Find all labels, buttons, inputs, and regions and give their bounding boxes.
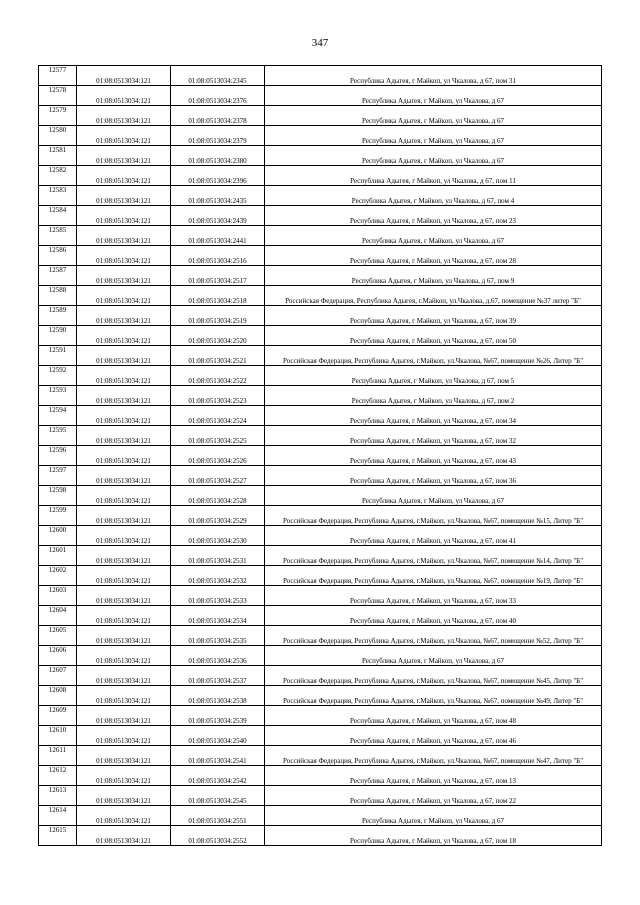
table-row [39, 506, 602, 526]
cadastral-number-cell: 01:08:0513034:121 [77, 366, 171, 386]
row-number-cell: 12580 [39, 126, 77, 146]
table-row [39, 746, 602, 766]
address-text: Республика Адыгея, г Майкоп, ул Чкалова, д 67, пом 36 [350, 477, 516, 485]
cadastral-number-cell: 01:08:0513034:121 [77, 526, 171, 546]
address-text: Республика Адыгея, г Майкоп, ул Чкалова, д 67 [361, 157, 505, 165]
cadastral-number-cell: 01:08:0513034:121 [77, 126, 171, 146]
address-text: Республика Адыгея, г Майкоп, ул Чкалова, д 67, пом 31 [350, 77, 516, 85]
row-number-cell: 12597 [39, 466, 77, 486]
cadastral-number-cell: 01:08:0513034:121 [77, 226, 171, 246]
object-cadastral-number-cell: 01:08:0513034:2517 [171, 266, 265, 286]
object-cadastral-number-cell: 01:08:0513034:2526 [171, 446, 265, 466]
table-row [39, 586, 602, 606]
object-cadastral-number-cell: 01:08:0513034:2530 [171, 526, 265, 546]
object-cadastral-number-cell: 01:08:0513034:2378 [171, 106, 265, 126]
address-text: Республика Адыгея, г Майкоп, ул Чкалова, д 67 [361, 237, 505, 245]
object-cadastral-number-cell: 01:08:0513034:2527 [171, 466, 265, 486]
row-number-cell: 12596 [39, 446, 77, 466]
address-cell [265, 786, 602, 806]
address-cell [265, 726, 602, 746]
table-row [39, 326, 602, 346]
row-number-cell: 12604 [39, 606, 77, 626]
table-row [39, 686, 602, 706]
address-cell [265, 86, 602, 106]
row-number-cell: 12603 [39, 586, 77, 606]
row-number-cell: 12608 [39, 686, 77, 706]
cadastral-number-cell: 01:08:0513034:121 [77, 546, 171, 566]
cadastral-number-cell: 01:08:0513034:121 [77, 306, 171, 326]
cadastral-number-cell: 01:08:0513034:121 [77, 726, 171, 746]
row-number-cell: 12595 [39, 426, 77, 446]
address-cell [265, 626, 602, 646]
cadastral-number-cell: 01:08:0513034:121 [77, 766, 171, 786]
cadastral-number-cell: 01:08:0513034:121 [77, 586, 171, 606]
row-number-cell: 12587 [39, 266, 77, 286]
table-row [39, 566, 602, 586]
object-cadastral-number-cell: 01:08:0513034:2542 [171, 766, 265, 786]
cadastral-number-cell: 01:08:0513034:121 [77, 186, 171, 206]
object-cadastral-number-cell: 01:08:0513034:2533 [171, 586, 265, 606]
address-cell [265, 106, 602, 126]
cadastral-number-cell: 01:08:0513034:121 [77, 466, 171, 486]
table-row [39, 366, 602, 386]
cadastral-number-cell: 01:08:0513034:121 [77, 786, 171, 806]
table-row [39, 86, 602, 106]
page-number: 347 [311, 37, 329, 49]
table-row [39, 606, 602, 626]
address-text: Республика Адыгея, г Майкоп, ул Чкалова, д 67, пом 22 [350, 797, 516, 805]
address-cell [265, 546, 602, 566]
row-number-cell: 12586 [39, 246, 77, 266]
row-number-cell: 12592 [39, 366, 77, 386]
object-cadastral-number-cell: 01:08:0513034:2552 [171, 826, 265, 846]
address-cell [265, 306, 602, 326]
object-cadastral-number-cell: 01:08:0513034:2520 [171, 326, 265, 346]
row-number-cell: 12606 [39, 646, 77, 666]
address-text: Республика Адыгея, г Майкоп, ул Чкалова, д 67 [361, 117, 505, 125]
address-cell [265, 246, 602, 266]
address-text: Российская Федерация, Республика Адыгея, г.Майкоп, ул.Чкалова, №67, помещение №26, Литер "Б" [282, 357, 584, 365]
cadastral-number-cell: 01:08:0513034:121 [77, 646, 171, 666]
table-row [39, 246, 602, 266]
address-text: Российская Федерация, Республика Адыгея, г.Майкоп, ул.Чкалова, №67, помещение №19, Литер "Б" [282, 577, 584, 585]
cadastral-number-cell: 01:08:0513034:121 [77, 206, 171, 226]
address-cell [265, 526, 602, 546]
row-number-cell: 12590 [39, 326, 77, 346]
object-cadastral-number-cell: 01:08:0513034:2441 [171, 226, 265, 246]
object-cadastral-number-cell: 01:08:0513034:2376 [171, 86, 265, 106]
address-cell [265, 266, 602, 286]
cadastral-number-cell: 01:08:0513034:121 [77, 686, 171, 706]
address-text: Российская Федерация, Республика Адыгея, г.Майкоп, ул.Чкалова, №67, помещение №49, Литер "Б" [282, 697, 584, 705]
address-text: Республика Адыгея, г Майкоп, ул Чкалова, д 67 [361, 137, 505, 145]
cadastral-number-cell: 01:08:0513034:121 [77, 826, 171, 846]
address-text: Российская Федерация, Республика Адыгея, г.Майкоп, ул.Чкалова, №67, помещение №45, Литер "Б" [282, 677, 584, 685]
cadastral-number-cell: 01:08:0513034:121 [77, 706, 171, 726]
table-row [39, 66, 602, 86]
cadastral-number-cell: 01:08:0513034:121 [77, 286, 171, 306]
address-cell [265, 226, 602, 246]
cadastral-number-cell: 01:08:0513034:121 [77, 406, 171, 426]
cadastral-number-cell: 01:08:0513034:121 [77, 666, 171, 686]
object-cadastral-number-cell: 01:08:0513034:2534 [171, 606, 265, 626]
object-cadastral-number-cell: 01:08:0513034:2551 [171, 806, 265, 826]
table-row [39, 786, 602, 806]
address-text: Республика Адыгея, г Майкоп, ул Чкалова, д 67, пом 41 [350, 537, 516, 545]
table-row [39, 406, 602, 426]
cadastral-number-cell: 01:08:0513034:121 [77, 66, 171, 86]
table-row [39, 346, 602, 366]
row-number-cell: 12582 [39, 166, 77, 186]
address-text: Республика Адыгея, г Майкоп, ул Чкалова, д 67, пом 39 [350, 317, 516, 325]
row-number-cell: 12581 [39, 146, 77, 166]
address-text: Республика Адыгея, г Майкоп, ул Чкалова, д 67, пом 18 [350, 837, 516, 845]
address-text: Республика Адыгея, г Майкоп, ул Чкалова, д 67, пом 40 [350, 617, 516, 625]
address-cell [265, 146, 602, 166]
row-number-cell: 12599 [39, 506, 77, 526]
cadastral-number-cell: 01:08:0513034:121 [77, 166, 171, 186]
address-text: Республика Адыгея, г Майкоп, ул Чкалова, д 67, пом 11 [350, 177, 516, 185]
address-cell [265, 426, 602, 446]
cadastral-number-cell: 01:08:0513034:121 [77, 566, 171, 586]
table-row [39, 126, 602, 146]
table-row [39, 666, 602, 686]
table-row [39, 386, 602, 406]
table-row [39, 826, 602, 846]
address-text: Республика Адыгея, г Майкоп, ул Чкалова, д 67 [361, 97, 505, 105]
cadastral-number-cell: 01:08:0513034:121 [77, 486, 171, 506]
address-text: Республика Адыгея, г Майкоп, ул Чкалова, д 67, пом 23 [350, 217, 516, 225]
address-cell [265, 446, 602, 466]
table-row [39, 706, 602, 726]
cadastral-number-cell: 01:08:0513034:121 [77, 506, 171, 526]
object-cadastral-number-cell: 01:08:0513034:2524 [171, 406, 265, 426]
row-number-cell: 12602 [39, 566, 77, 586]
table-row [39, 546, 602, 566]
object-cadastral-number-cell: 01:08:0513034:2538 [171, 686, 265, 706]
address-cell [265, 386, 602, 406]
address-text: Российская Федерация, Республика Адыгея, г.Майкоп, ул.Чкалова, №67, помещение №52, Литер "Б" [282, 637, 584, 645]
cadastral-number-cell: 01:08:0513034:121 [77, 86, 171, 106]
row-number-cell: 12594 [39, 406, 77, 426]
address-cell [265, 286, 602, 306]
address-cell [265, 686, 602, 706]
object-cadastral-number-cell: 01:08:0513034:2396 [171, 166, 265, 186]
object-cadastral-number-cell: 01:08:0513034:2345 [171, 66, 265, 86]
row-number-cell: 12578 [39, 86, 77, 106]
address-text: Российская Федерация, Республика Адыгея, г.Майкоп, ул.Чкалова, №67, помещение №15, Литер "Б" [282, 517, 584, 525]
object-cadastral-number-cell: 01:08:0513034:2523 [171, 386, 265, 406]
object-cadastral-number-cell: 01:08:0513034:2525 [171, 426, 265, 446]
address-text: Республика Адыгея, г Майкоп, ул Чкалова, д 67, пом 32 [350, 437, 516, 445]
row-number-cell: 12610 [39, 726, 77, 746]
address-text: Российская Федерация, Республика Адыгея, г.Майкоп, ул.Чкалова, №67, помещение №14, Литер "Б" [282, 557, 584, 565]
table-row [39, 806, 602, 826]
row-number-cell: 12589 [39, 306, 77, 326]
object-cadastral-number-cell: 01:08:0513034:2535 [171, 626, 265, 646]
row-number-cell: 12584 [39, 206, 77, 226]
cadastral-number-cell: 01:08:0513034:121 [77, 266, 171, 286]
object-cadastral-number-cell: 01:08:0513034:2439 [171, 206, 265, 226]
address-cell [265, 506, 602, 526]
row-number-cell: 12583 [39, 186, 77, 206]
address-cell [265, 746, 602, 766]
table-row [39, 486, 602, 506]
object-cadastral-number-cell: 01:08:0513034:2532 [171, 566, 265, 586]
object-cadastral-number-cell: 01:08:0513034:2541 [171, 746, 265, 766]
address-cell [265, 826, 602, 846]
address-text: Республика Адыгея, г Майкоп, ул Чкалова, д 67, пом 13 [350, 777, 516, 785]
address-text: Республика Адыгея, г Майкоп, ул Чкалова, д 67, пом 2 [351, 397, 515, 405]
object-cadastral-number-cell: 01:08:0513034:2531 [171, 546, 265, 566]
address-cell [265, 66, 602, 86]
row-number-cell: 12612 [39, 766, 77, 786]
object-cadastral-number-cell: 01:08:0513034:2435 [171, 186, 265, 206]
cadastral-number-cell: 01:08:0513034:121 [77, 326, 171, 346]
cadastral-number-cell: 01:08:0513034:121 [77, 106, 171, 126]
address-text: Республика Адыгея, г Майкоп, ул Чкалова, д 67 [361, 497, 505, 505]
object-cadastral-number-cell: 01:08:0513034:2518 [171, 286, 265, 306]
address-cell [265, 666, 602, 686]
table-row [39, 466, 602, 486]
address-cell [265, 766, 602, 786]
address-cell [265, 486, 602, 506]
address-cell [265, 166, 602, 186]
row-number-cell: 12615 [39, 826, 77, 846]
row-number-cell: 12600 [39, 526, 77, 546]
address-text: Республика Адыгея, г Майкоп, ул Чкалова, д 67, пом 9 [351, 277, 515, 285]
cadastral-number-cell: 01:08:0513034:121 [77, 606, 171, 626]
table-row [39, 766, 602, 786]
address-cell [265, 326, 602, 346]
cadastral-number-cell: 01:08:0513034:121 [77, 386, 171, 406]
table-row [39, 166, 602, 186]
row-number-cell: 12585 [39, 226, 77, 246]
object-cadastral-number-cell: 01:08:0513034:2545 [171, 786, 265, 806]
row-number-cell: 12607 [39, 666, 77, 686]
table-row [39, 726, 602, 746]
object-cadastral-number-cell: 01:08:0513034:2516 [171, 246, 265, 266]
address-cell [265, 186, 602, 206]
object-cadastral-number-cell: 01:08:0513034:2540 [171, 726, 265, 746]
address-cell [265, 606, 602, 626]
address-text: Республика Адыгея, г Майкоп, ул Чкалова, д 67, пом 34 [350, 417, 516, 425]
address-cell [265, 126, 602, 146]
table-row [39, 306, 602, 326]
table-row [39, 266, 602, 286]
address-cell [265, 806, 602, 826]
table-row [39, 286, 602, 306]
table-row [39, 146, 602, 166]
object-cadastral-number-cell: 01:08:0513034:2521 [171, 346, 265, 366]
object-cadastral-number-cell: 01:08:0513034:2529 [171, 506, 265, 526]
table-row [39, 226, 602, 246]
row-number-cell: 12593 [39, 386, 77, 406]
row-number-cell: 12577 [39, 66, 77, 86]
registry-table-body [39, 66, 602, 846]
address-cell [265, 206, 602, 226]
object-cadastral-number-cell: 01:08:0513034:2528 [171, 486, 265, 506]
cadastral-number-cell: 01:08:0513034:121 [77, 746, 171, 766]
cadastral-number-cell: 01:08:0513034:121 [77, 246, 171, 266]
cadastral-number-cell: 01:08:0513034:121 [77, 806, 171, 826]
row-number-cell: 12601 [39, 546, 77, 566]
table-row [39, 526, 602, 546]
address-cell [265, 706, 602, 726]
cadastral-number-cell: 01:08:0513034:121 [77, 426, 171, 446]
object-cadastral-number-cell: 01:08:0513034:2539 [171, 706, 265, 726]
row-number-cell: 12588 [39, 286, 77, 306]
address-text: Республика Адыгея, г Майкоп, ул Чкалова, д 67, пом 4 [351, 197, 515, 205]
registry-table [38, 65, 602, 846]
address-text: Республика Адыгея, г Майкоп, ул Чкалова, д 67, пом 50 [350, 337, 516, 345]
address-cell [265, 586, 602, 606]
object-cadastral-number-cell: 01:08:0513034:2536 [171, 646, 265, 666]
address-text: Республика Адыгея, г Майкоп, ул Чкалова, д 67, пом 33 [350, 597, 516, 605]
address-cell [265, 366, 602, 386]
address-text: Российская Федерация, Республика Адыгея, г.Майкоп, ул.Чкалова, д.67, помещение №37 литер "Б" [285, 297, 581, 305]
address-text: Республика Адыгея, г Майкоп, ул Чкалова, д 67 [361, 817, 505, 825]
row-number-cell: 12613 [39, 786, 77, 806]
table-row [39, 186, 602, 206]
row-number-cell: 12614 [39, 806, 77, 826]
table-row [39, 206, 602, 226]
address-text: Российская Федерация, Республика Адыгея, г.Майкоп, ул.Чкалова, №67, помещение №47, Литер "Б" [282, 757, 584, 765]
address-text: Республика Адыгея, г Майкоп, ул Чкалова, д 67 [361, 657, 505, 665]
address-text: Республика Адыгея, г Майкоп, ул Чкалова, д 67, пом 5 [351, 377, 515, 385]
object-cadastral-number-cell: 01:08:0513034:2519 [171, 306, 265, 326]
cadastral-number-cell: 01:08:0513034:121 [77, 346, 171, 366]
cadastral-number-cell: 01:08:0513034:121 [77, 446, 171, 466]
address-text: Республика Адыгея, г Майкоп, ул Чкалова, д 67, пом 43 [350, 457, 516, 465]
table-row [39, 646, 602, 666]
table-row [39, 426, 602, 446]
cadastral-number-cell: 01:08:0513034:121 [77, 146, 171, 166]
address-text: Республика Адыгея, г Майкоп, ул Чкалова, д 67, пом 28 [350, 257, 516, 265]
address-cell [265, 566, 602, 586]
row-number-cell: 12609 [39, 706, 77, 726]
table-row [39, 446, 602, 466]
row-number-cell: 12591 [39, 346, 77, 366]
object-cadastral-number-cell: 01:08:0513034:2379 [171, 126, 265, 146]
cadastral-number-cell: 01:08:0513034:121 [77, 626, 171, 646]
address-cell [265, 406, 602, 426]
row-number-cell: 12579 [39, 106, 77, 126]
address-cell [265, 346, 602, 366]
object-cadastral-number-cell: 01:08:0513034:2380 [171, 146, 265, 166]
object-cadastral-number-cell: 01:08:0513034:2537 [171, 666, 265, 686]
row-number-cell: 12605 [39, 626, 77, 646]
object-cadastral-number-cell: 01:08:0513034:2522 [171, 366, 265, 386]
address-cell [265, 466, 602, 486]
table-row [39, 626, 602, 646]
address-text: Республика Адыгея, г Майкоп, ул Чкалова, д 67, пом 48 [350, 717, 516, 725]
address-text: Республика Адыгея, г Майкоп, ул Чкалова, д 67, пом 46 [350, 737, 516, 745]
table-row [39, 106, 602, 126]
address-cell [265, 646, 602, 666]
row-number-cell: 12611 [39, 746, 77, 766]
row-number-cell: 12598 [39, 486, 77, 506]
